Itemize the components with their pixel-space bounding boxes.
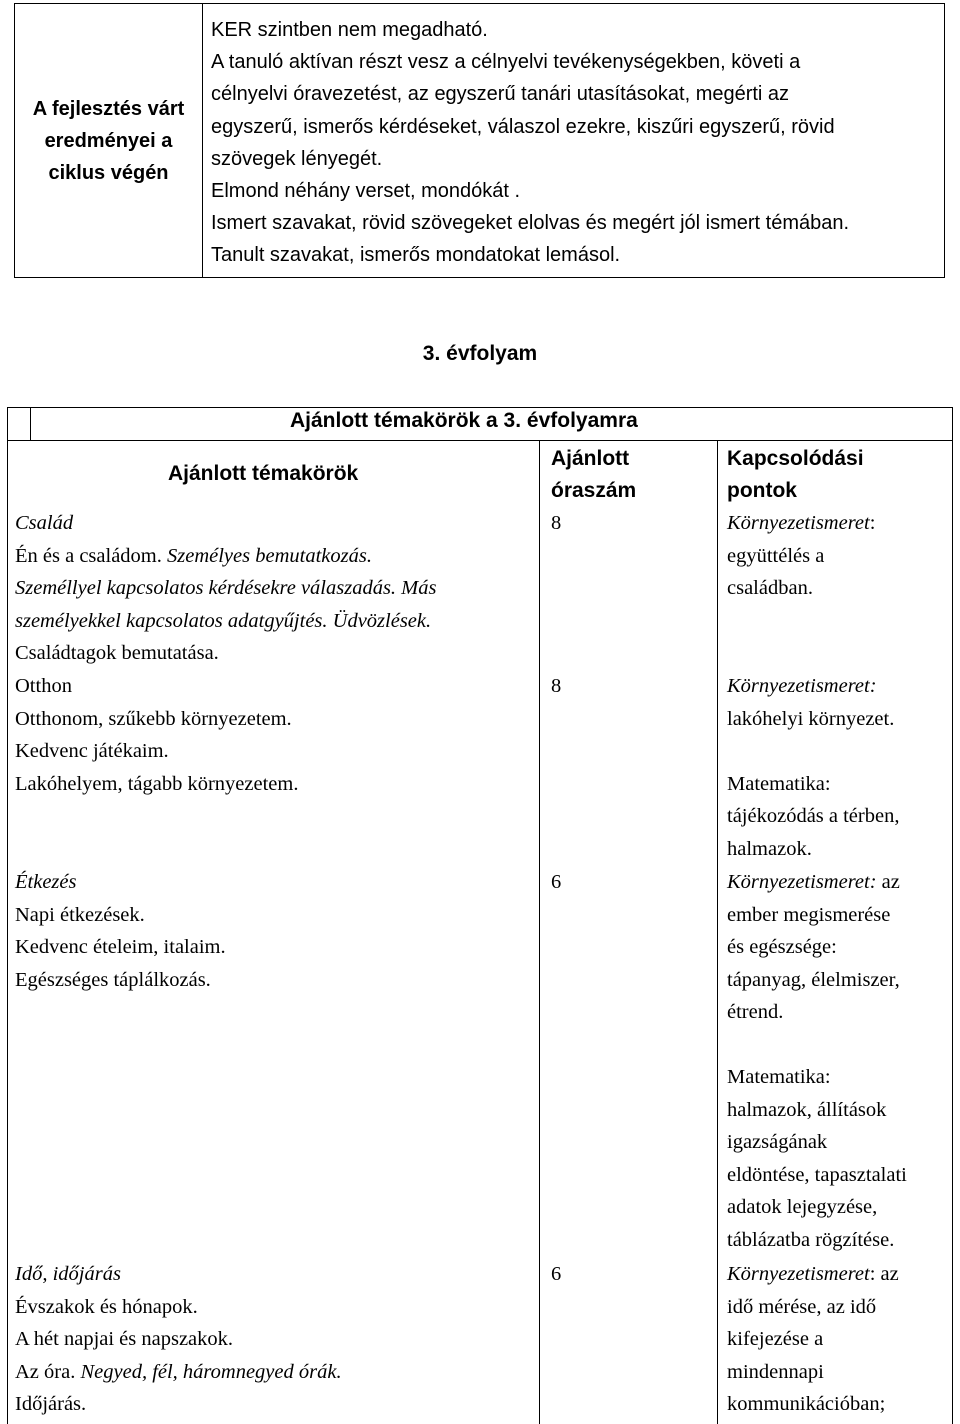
row-meals-hours: 6 [551,871,562,893]
topic-title: Család [15,512,74,534]
link-text: : [831,936,837,958]
link-line [727,507,875,540]
topic-line: Időjárás. [15,1393,87,1415]
header-hours-line1: Ajánlott [551,447,630,470]
link-line: adatok lejegyzése, [727,1196,878,1218]
outcome-line: Tanult szavakat, ismerős mondatokat lemásol. [211,244,621,267]
link-line: táblázatba rögzítése. [727,1228,895,1251]
header-hours-line2: óraszám [551,479,637,502]
link-line: tájékozódás a térben, [727,805,900,827]
column-divider-links [717,441,718,1424]
link-text: az [881,871,900,893]
outcome-line: egyszerű, ismerős kérdéseket, válaszol ezekre, kiszűri egyszerű, rövid [211,115,835,138]
link-text: és egészsége [727,936,832,958]
link-text: Környezetismeret [727,1263,870,1285]
row-meals-topics [15,866,226,996]
outcome-line: A tanuló aktívan részt vesz a célnyelvi tevékenységekben, követi a [211,51,801,74]
link-text: Környezetismeret: [727,871,882,893]
row-home-hours: 8 [551,675,562,697]
outcomes-text-cell [211,14,938,272]
title-row-divider [7,440,953,441]
header-topics: Ajánlott témakörök [168,462,359,485]
link-line: idő mérése, az idő [727,1295,877,1318]
grade-heading: 3. évfolyam [422,342,538,365]
row-meals-links [727,866,907,1256]
link-line [727,1258,899,1291]
link-line: ember megismerése [727,903,891,926]
outcome-line: KER szintben nem megadható. [211,19,488,41]
row-family-topics [15,507,436,670]
topic-line: személyekkel kapcsolatos adatgyűjtés. Üdvözlések. [15,609,432,632]
topic-line [15,540,436,573]
row-time-topics [15,1258,342,1421]
topic-title: Idő, időjárás [15,1263,121,1285]
link-spacer [727,735,899,768]
link-line: együttélés a [727,544,825,567]
link-line: családban. [727,577,813,599]
outcome-line: Ismert szavakat, rövid szövegeket elolvas és megért jól ismert témában. [211,212,850,235]
table-title: Ajánlott témakörök a 3. évfolyamra [290,409,638,432]
table-top-border [7,407,953,408]
table-right-border [952,407,953,1424]
topic-text: Negyed, fél, háromnegyed órák. [80,1360,342,1383]
topic-text: Személyes bemutatkozás. [167,544,372,567]
link-line: Matematika: [727,772,831,795]
link-line: mindennapi [727,1360,824,1383]
link-line: lakóhelyi környezet. [727,707,895,730]
row-home-topics [15,670,298,800]
link-line: tápanyag, élelmiszer, [727,968,900,991]
link-line [727,866,907,899]
topic-line: Családtagok bemutatása. [15,642,219,664]
link-spacer [727,1029,907,1062]
topic-line [15,1356,342,1389]
header-links-line2: pontok [727,479,797,502]
row-time-hours: 6 [551,1263,562,1285]
column-divider-hours [539,441,540,1424]
topic-text: Én és a családom. [15,544,167,567]
outcome-line: Elmond néhány verset, mondókát . [211,180,521,203]
header-links-line1: Kapcsolódási [727,447,864,470]
topic-line: Egészséges táplálkozás. [15,968,211,991]
topic-line: Kedvenc ételeim, italaim. [15,936,226,958]
link-text: : az [869,1263,899,1285]
topic-line: A hét napjai és napszakok. [15,1328,234,1350]
outcomes-label-cell [15,4,203,277]
link-line: Környezetismeret: [727,675,877,697]
topic-line: Otthonom, szűkebb környezetem. [15,707,292,730]
topic-line: Évszakok és hónapok. [15,1295,198,1318]
outcomes-label: A fejlesztés várt eredményei a ciklus végén [32,97,185,184]
link-line: kommunikációban; [727,1393,886,1415]
topic-line: Kedvenc játékaim. [15,740,169,762]
topic-line: Lakóhelyem, tágabb környezetem. [15,772,299,795]
row-time-links [727,1258,899,1421]
link-line: kifejezése a [727,1328,824,1350]
topic-line: Személlyel kapcsolatos kérdésekre válaszadás. Más [15,577,437,599]
link-line [727,931,907,964]
row-family-hours: 8 [551,512,562,534]
topic-title: Otthon [15,675,72,697]
link-line: Matematika: [727,1066,831,1088]
outcomes-table [14,3,945,278]
link-line: eldöntése, tapasztalati [727,1163,907,1186]
link-text: : [869,512,876,534]
link-text: Környezetismeret [727,512,870,534]
corner-cell-divider [30,407,31,441]
row-family-links [727,507,875,605]
link-line: igazságának [727,1131,828,1153]
link-line: halmazok. [727,837,812,860]
topic-text: Az óra. [15,1360,81,1383]
outcome-line: célnyelvi óravezetést, az egyszerű tanári utasításokat, megérti az [211,83,790,106]
topic-line: Napi étkezések. [15,903,145,926]
outcome-line: szövegek lényegét. [211,147,383,170]
link-line: halmazok, állítások [727,1098,887,1121]
row-home-links [727,670,899,865]
link-line: étrend. [727,1001,784,1023]
table-left-border [7,407,8,1424]
topic-title: Étkezés [15,871,77,893]
